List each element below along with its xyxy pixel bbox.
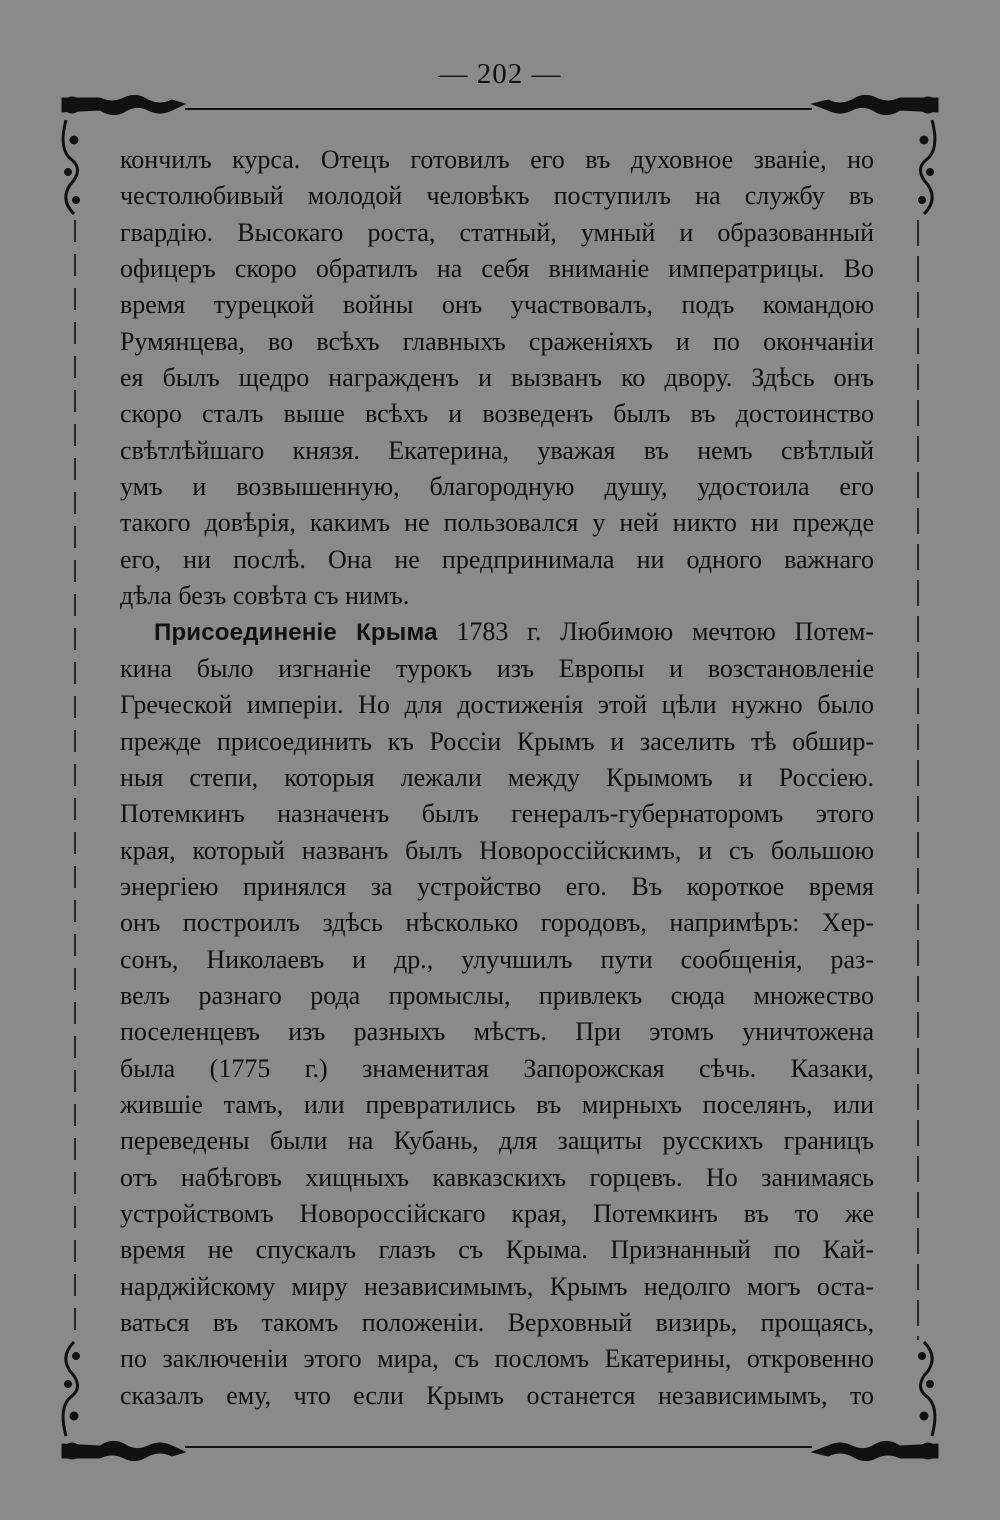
text-line: умъ и возвышенную, благородную душу, удостоила его: [120, 472, 874, 502]
text-line: ея былъ щедро награжденъ и вызванъ ко двору. Здѣсь онъ: [120, 363, 874, 393]
text-line: Греческой имперіи. Но для достиженія этой цѣли нужно было: [120, 690, 874, 720]
text-line: была (1775 г.) знаменитая Запорожская сѣчь. Казаки,: [120, 1053, 874, 1083]
text-line: свѣтлѣйшаго князя. Екатерина, уважая въ немъ свѣтлый: [120, 435, 874, 465]
text-line: велъ разнаго рода промыслы, привлекъ сюда множество: [120, 980, 874, 1010]
text-line: его, ни послѣ. Она не предпринимала ни одного важнаго: [120, 544, 874, 574]
text-line: прежде присоединить къ Россіи Крымъ и заселить тѣ обшир-: [120, 726, 874, 756]
text-line: Румянцева, во всѣхъ главныхъ сраженіяхъ и по окончаніи: [120, 326, 874, 356]
text-line: честолюбивый молодой человѣкъ поступилъ на службу въ: [120, 181, 874, 211]
text-line: онъ построилъ здѣсь нѣсколько городовъ, напримѣръ: Хер-: [120, 908, 874, 938]
text-line: энергіею принялся за устройство его. Въ короткое время: [120, 871, 874, 901]
text-line: ваться въ такомъ положеніи. Верховный визирь, прощаясь,: [120, 1308, 874, 1337]
text-line: переведены были на Кубань, для защиты русскихъ границъ: [120, 1126, 874, 1156]
page-number: — 202 —: [438, 58, 562, 90]
text-line: сказалъ ему, что если Крымъ останется независимымъ, то: [120, 1380, 874, 1410]
text-line: кончилъ курса. Отецъ готовилъ его въ духовное званіе, но: [120, 145, 874, 174]
text-line: отъ набѣговъ хищныхъ кавказскихъ горцевъ. Но занимаясь: [120, 1162, 874, 1192]
text-line: по заключеніи этого мира, съ посломъ Екатерины, откровенно: [120, 1344, 874, 1374]
section-start-line: [120, 614, 874, 650]
text-line: ныя степи, которыя лежали между Крымомъ и Россіею.: [120, 762, 874, 792]
text-line: гвардію. Высокаго роста, статный, умный и образованный: [120, 217, 874, 247]
text-line: скоро сталъ выше всѣхъ и возведенъ былъ въ достоинство: [120, 399, 874, 429]
text-line: кина было изгнаніе турокъ изъ Европы и возстановленіе: [120, 653, 874, 683]
text-line: дѣла безъ совѣта съ нимъ.: [120, 581, 410, 611]
text-line: поселенцевъ изъ разныхъ мѣстъ. При этомъ уничтожена: [120, 1017, 874, 1047]
text-line: жившіе тамъ, или превратились въ мирныхъ поселянъ, или: [120, 1089, 874, 1119]
text-line: нарджійскому миру независимымъ, Крымъ недолго могъ оста-: [120, 1271, 874, 1301]
text-line: такого довѣрія, какимъ не пользовался у ней никто ни прежде: [120, 508, 874, 538]
text-line: Потемкинъ назначенъ былъ генералъ-губернаторомъ этого: [120, 799, 874, 829]
body-text: [120, 142, 874, 1414]
text-line: устройствомъ Новороссійскаго края, Потемкинъ въ то же: [120, 1198, 874, 1228]
text-line: сонъ, Николаевъ и др., улучшилъ пути сообщенія, раз-: [120, 944, 874, 974]
text-line-rest: 1783 г. Любимою мечтою Потем-: [437, 617, 874, 647]
section-title: Присоединеніе Крыма: [154, 619, 438, 647]
text-line: края, который названъ былъ Новороссійскимъ, и съ большою: [120, 835, 874, 865]
text-line: время турецкой войны онъ участвовалъ, подъ командою: [120, 290, 874, 320]
text-line: офицеръ скоро обратилъ на себя вниманіе императрицы. Во: [120, 254, 874, 284]
text-line: время не спускалъ глазъ съ Крыма. Признанный по Кай-: [120, 1235, 874, 1265]
